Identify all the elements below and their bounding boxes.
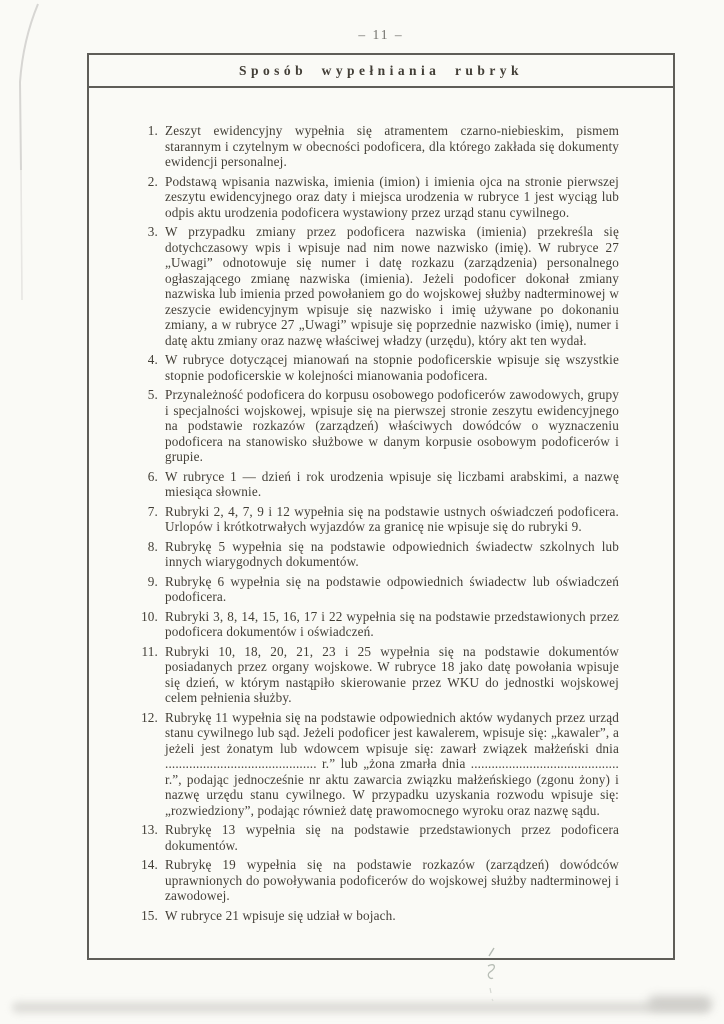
- list-item: [126, 174, 673, 221]
- item-number: 10.: [141, 608, 158, 624]
- item-number: 3.: [147, 224, 158, 239]
- scan-edge-shadow-corner: [648, 996, 712, 1010]
- item-text: Zeszyt ewidencyjny wypełnia się atramentem czarno-niebieskim, pismem starannym i czytelnym w obecności podoficera, dla którego zakłada się dokumenty ewidencji personalnej.: [165, 123, 619, 169]
- item-number: 5.: [147, 387, 158, 402]
- content-frame: [87, 53, 675, 960]
- item-number: 14.: [141, 857, 158, 872]
- list-item: [126, 352, 673, 383]
- item-text: W przypadku zmiany przez podoficera nazwiska (imienia) przekreśla się dotychczasowy wpis i wpisuje nad nim nowe nazwisko (imię). W rubryce 27 „Uwagi” odnotowuje się numer i datę rozkazu (zarządzenia) personalnego ogłaszającego zmianę nazwiska (imienia). Jeżeli podoficer dokonał zmiany nazwiska lub imienia przed powołaniem go do wojskowej służby nadterminowej w zeszycie ewidencyjnym wpisuje się nazwisko i imię używane po dokonaniu zmiany, a w rubryce 27 „Uwagi” wpisuje się poprzednie nazwisko (imię), numer i datę aktu zmiany oraz nazwę właściwej władzy (urzędu), który akt ten wydał.: [165, 224, 619, 348]
- page-number: – 11 –: [358, 27, 404, 42]
- item-text: Rubrykę 11 wypełnia się na podstawie odpowiednich aktów wydanych przez urząd stanu cywilnego lub sąd. Jeżeli podoficer jest kawalerem, wpisuje się: „kawaler”, a jeżeli jest żonatym lub wdowcem wpisuje się: zawarł związek małżeński dnia ............................................ r.” lub „żona zmarła dnia ........................................... r.”, podając jednocześnie nr aktu zawarcia związku małżeńskiego (zgonu żony) i nazwę urzędu stanu cywilnego. W przypadku uzyskania rozwodu wpisuje się: „rozwiedziony”, podając również datę prawomocnego wyroku oraz nazwę sądu.: [165, 709, 619, 818]
- item-number: 1.: [147, 123, 158, 138]
- item-number: 12.: [141, 709, 158, 725]
- item-text: Rubryki 10, 18, 20, 21, 23 i 25 wypełnia się na podstawie dokumentów posiadanych przez organy wojskowe. W rubryce 18 jako datę powołania wpisuje się dzień, w którym nastąpiło skierowanie przez WKU do jednostki wojskowej celem pełnienia służby.: [165, 643, 619, 705]
- item-number: 13.: [141, 822, 158, 837]
- item-text: W rubryce dotyczącej mianowań na stopnie podoficerskie wpisuje się wszystkie stopnie podoficerskie w kolejności mianowania podoficera.: [165, 352, 619, 383]
- item-text: Rubrykę 13 wypełnia się na podstawie przedstawionych przez podoficera dokumentów.: [165, 822, 619, 853]
- item-text: W rubryce 21 wpisuje się udział w bojach.: [165, 907, 396, 923]
- list-item: [126, 504, 673, 535]
- list-item: [126, 908, 673, 924]
- scan-edge-shadow: [12, 1002, 710, 1013]
- item-number: 7.: [147, 503, 158, 519]
- list-item: [126, 644, 673, 706]
- item-text: Przynależność podoficera do korpusu osobowego podoficerów zawodowych, grupy i specjalności wojskowej, wpisuje się na pierwszej stronie zeszytu ewidencyjnego na podstawie rozkazów (zarządzeń) właściwych dowódców o wyznaczeniu podoficera na stanowisko służbowe w danym korpusie osobowym podoficerów i grupie.: [165, 387, 619, 464]
- scan-scratch-artifact: [0, 0, 60, 320]
- item-text: Rubrykę 5 wypełnia się na podstawie odpowiednich świadectw szkolnych lub innych wiarygodnych dokumentów.: [165, 538, 619, 569]
- list-item: [126, 574, 673, 605]
- item-number: 2.: [147, 173, 158, 189]
- item-text: Podstawą wpisania nazwiska, imienia (imion) i imienia ojca na stronie pierwszej zeszytu ewidencyjnego oraz daty i miejsca urodzenia w rubryce 1 jest wyciąg lub odpis aktu urodzenia podoficera wystawiony przez urząd stanu cywilnego.: [165, 173, 619, 220]
- item-text: W rubryce 1 — dzień i rok urodzenia wpisuje się liczbami arabskimi, a nazwę miesiąca słownie.: [165, 468, 619, 499]
- item-number: 4.: [147, 352, 158, 367]
- list-item: [126, 710, 673, 819]
- list-item: [126, 224, 673, 348]
- item-text: Rubrykę 19 wypełnia się na podstawie rozkazów (zarządzeń) dowódców uprawnionych do powoływania podoficerów do wojskowej służby nadterminowej i zawodowej.: [165, 857, 619, 903]
- item-number: 8.: [147, 538, 158, 554]
- list-item: [126, 469, 673, 500]
- item-number: 15.: [141, 907, 158, 923]
- item-text: Rubrykę 6 wypełnia się na podstawie odpowiednich świadectw lub oświadczeń podoficera.: [165, 573, 619, 604]
- list-item: [126, 822, 673, 853]
- title-band: [89, 55, 673, 88]
- list-item: [126, 539, 673, 570]
- item-text: Rubryki 2, 4, 7, 9 i 12 wypełnia się na podstawie ustnych oświadczeń podoficera. Urlopów i krótkotrwałych wyjazdów za granicę nie wpisuje się do rubryki 9.: [165, 503, 619, 534]
- item-number: 11.: [141, 643, 158, 659]
- item-number: 6.: [147, 468, 158, 484]
- list-item: [126, 609, 673, 640]
- list-item: [126, 387, 673, 465]
- list-item: [126, 123, 673, 170]
- page-title: Sposób wypełniania rubryk: [239, 62, 523, 78]
- list-item: [126, 857, 673, 904]
- instructions-list: [89, 123, 673, 923]
- item-text: Rubryki 3, 8, 14, 15, 16, 17 i 22 wypełnia się na podstawie przedstawionych przez podoficera dokumentów i oświadczeń.: [165, 608, 619, 639]
- item-number: 9.: [147, 573, 158, 589]
